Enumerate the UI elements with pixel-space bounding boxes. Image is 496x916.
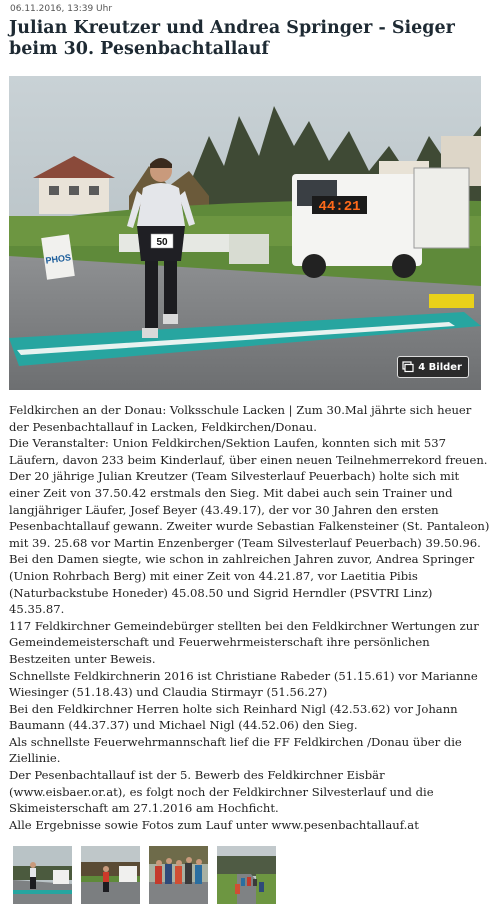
article-paragraph: 117 Feldkirchner Gemeindebürger stellten bei den Feldkirchner Wertungen zur Gemeindemeisterschaft und Feuerwehrmeisterschaft ihre persönlichen Bestzeiten unter Beweis. (9, 618, 479, 666)
article-paragraph: Als schnellste Feuerwehrmannschaft lief die FF Feldkirchen /Donau über die Ziellinie. (9, 734, 462, 766)
gallery-icon (402, 361, 414, 373)
article-timestamp: 06.11.2016, 13:39 Uhr (10, 4, 113, 14)
article-paragraph: Die Veranstalter: Union Feldkirchen/Sektion Laufen, konnten sich mit 537 Läufern, davon 233 beim Kinderlauf, über einen neuen Teilnehmerrekord freuen. (9, 436, 488, 467)
hero-photo[interactable] (9, 76, 481, 390)
article-paragraph: Der Pesenbachtallauf ist der 5. Bewerb des Feldkirchner Eisbär (www.eisbaer.or.at), es folgt noch der Feldkirchner Silvesterlauf und die Skimeisterschaft am 27.1.2016 am Hochficht. (9, 768, 434, 816)
article-paragraph: Der 20 jährige Julian Kreutzer (Team Silvesterlauf Peuerbach) holte sich mit einer Zeit von 37.50.42 erstmals den Sieg. Mit dabei auch sein Trainer und langjähriger Läufer, Josef Beyer (43.49.17), der vor 30 Jahren den ersten Pesenbachtallauf gewann. Zweiter wurde Sebastian Falkensteiner (St. Pantaleon) mit 39. 25.68 vor Martin Enzenberger (Team Silvesterlauf Peuerbach) 39.50.96. (9, 469, 490, 550)
article-paragraph: Bei den Feldkirchner Herren holte sich Reinhard Nigl (42.53.62) vor Johann Baumann (44.37.37) und Michael Nigl (44.52.06) den Sieg. (9, 701, 458, 733)
thumbnail-2[interactable] (81, 846, 140, 904)
thumbnail-strip (13, 846, 483, 908)
thumbnail-1[interactable] (13, 846, 72, 904)
bib-number: 50 (156, 237, 168, 248)
article-paragraph: Schnellste Feldkirchnerin 2016 ist Christiane Rabeder (51.15.61) vor Marianne Wiesinger (51.18.43) und Claudia Stirmayr (51.56.27) (9, 668, 478, 700)
hero-photo-illustration (9, 76, 481, 390)
thumbnail-3[interactable] (149, 846, 208, 904)
race-clock: 44:21 (318, 199, 361, 215)
article-body (9, 402, 491, 833)
article-paragraph: Feldkirchen an der Donau: Volksschule Lacken | Zum 30.Mal jährte sich heuer der Pesenbachtallauf in Lacken, Feldkirchen/Donau. (9, 403, 472, 434)
article-paragraph: Alle Ergebnisse sowie Fotos zum Lauf unter www.pesenbachtallauf.at (9, 817, 419, 832)
article-headline: Julian Kreutzer und Andrea Springer - Sieger beim 30. Pesenbachtallauf (9, 18, 455, 59)
gallery-badge-button[interactable] (397, 356, 469, 378)
article-paragraph: Bei den Damen siegte, wie schon in zahlreichen Jahren zuvor, Andrea Springer (Union Rohrbach Berg) mit einer Zeit von 44.21.87, vor Laetitia Pibis (Naturbackstube Honeder) 45.08.50 und Sigrid Herndler (PSVTRI Linz) 45.35.87. (9, 552, 475, 617)
gallery-badge-label: 4 Bilder (418, 361, 462, 373)
banner-text: PHOS (44, 252, 72, 266)
thumbnail-4[interactable] (217, 846, 276, 904)
